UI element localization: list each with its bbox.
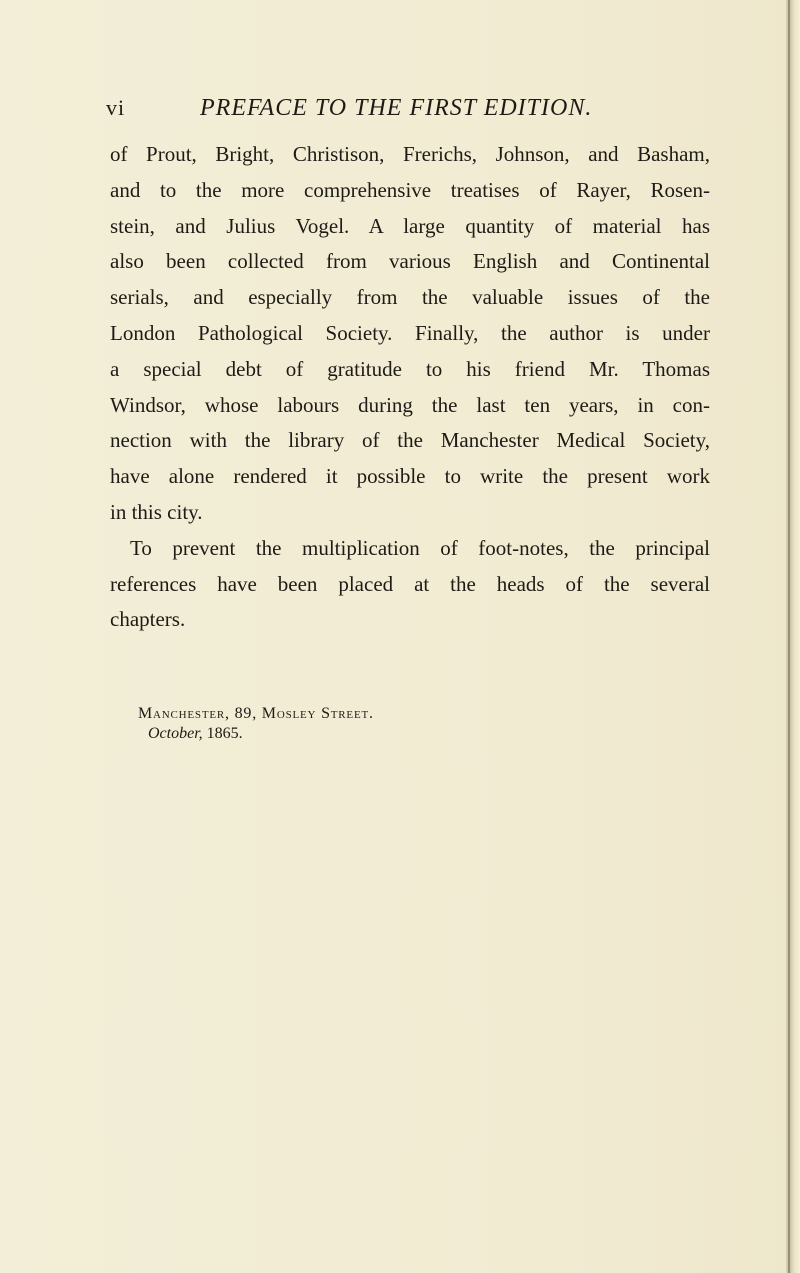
running-head	[106, 92, 706, 124]
text-line: chapters.	[110, 607, 186, 632]
page-edge	[786, 0, 800, 1273]
text-line: of Prout, Bright, Christison, Frerichs, Johnson, and Basham,	[110, 142, 710, 166]
page-number: vi	[106, 95, 126, 120]
text-line: serials, and especially from the valuable issues of the	[110, 285, 710, 310]
text-line: have alone rendered it possible to write the present work	[110, 464, 710, 489]
signature-year: 1865.	[206, 725, 243, 742]
signature-month: October,	[148, 725, 203, 742]
body-text	[110, 137, 710, 638]
signature-block	[138, 704, 638, 744]
running-head-title: PREFACE TO THE FIRST EDITION.	[200, 95, 593, 121]
text-line: London Pathological Society. Finally, the author is under	[110, 320, 710, 345]
text-line: nection with the library of the Manchester Medical Society,	[110, 428, 710, 453]
text-line: also been collected from various English and Continental	[110, 249, 710, 274]
paragraph-start-line: To prevent the multiplication of foot-notes, the principal	[130, 535, 710, 560]
text-line: and to the more comprehensive treatises of Rayer, Rosen-	[110, 177, 710, 202]
signature-address: Manchester, 89, Mosley Street.	[138, 705, 374, 722]
text-line: references have been placed at the heads of the several	[110, 571, 710, 596]
signature-date	[138, 724, 638, 744]
text-line: a special debt of gratitude to his friend Mr. Thomas	[110, 356, 710, 381]
text-line: Windsor, whose labours during the last ten years, in con-	[110, 392, 710, 417]
text-line: stein, and Julius Vogel. A large quantity of material has	[110, 213, 710, 238]
text-line: in this city.	[110, 499, 203, 524]
